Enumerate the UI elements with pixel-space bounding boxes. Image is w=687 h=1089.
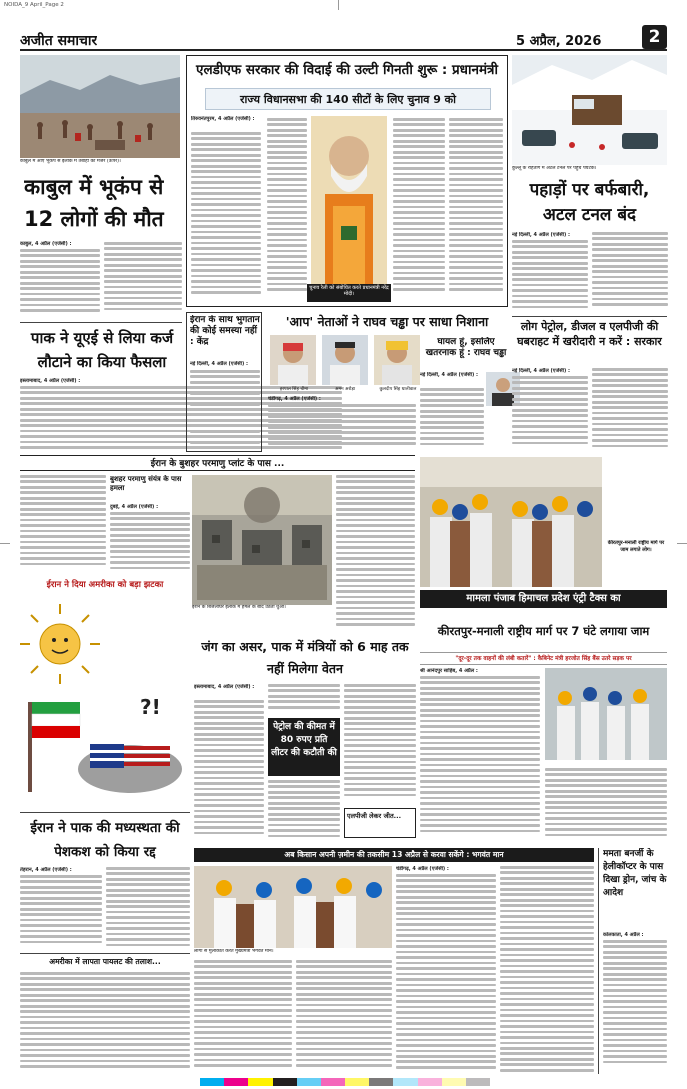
- fuel-headline: लोग पेट्रोल, डीजल व एलपीजी की घबराहट में खरीदारी न करें : सरकार: [517, 320, 662, 348]
- crop-mark: [338, 0, 339, 10]
- ministers-text: [194, 700, 264, 844]
- iran-pak-dateline: तेहरान, 4 अप्रैल (एजेंसी) :: [20, 867, 72, 873]
- aap-dateline: चंडीगढ़, 4 अप्रैल (एजेंसी) :: [268, 396, 321, 402]
- chadha-headline: घायल हूं, इसलिए खतरनाक हूं : राघव चड्ढा: [425, 337, 507, 358]
- iran-pak-text: [20, 875, 102, 951]
- toll-kicker: मामला पंजाब हिमाचल प्रदेश एंट्री टैक्स का: [420, 590, 667, 608]
- print-slug: NOIDA_9 April_Page 2: [4, 2, 64, 8]
- modi-photo-caption: चुनाव रैली को संबोधित करते प्रधानमंत्री नरेंद्र मोदी।: [307, 284, 391, 302]
- mann-photo: [194, 866, 392, 948]
- kabul-earthquake-photo: [20, 55, 180, 158]
- farmers-band: अब किसान अपनी ज़मीन की तकसीम 13 अप्रैल से करवा सकेंगे : भगवंत मान: [194, 848, 594, 862]
- main-story-text: [449, 118, 503, 302]
- bushehr-text: [110, 512, 190, 578]
- atal-headline: पहाड़ों पर बर्फबारी, अटल टनल बंद: [529, 180, 650, 225]
- divider: [512, 316, 667, 317]
- modi-photo: [311, 116, 387, 284]
- mann-text: [396, 874, 496, 1074]
- aap-headline: 'आप' नेताओं ने राघव चड्ढा पर साधा निशाना: [285, 314, 489, 329]
- fuel-text: [592, 368, 668, 452]
- mann-text: [500, 866, 594, 1074]
- snowfall-caption: कुल्लू के रोहतांग में अटल टनल पर पहुंचे पर्यटक।: [512, 166, 597, 171]
- mamata-box: [598, 848, 667, 1074]
- mann-photo-caption: लोगों से मुलाकात करते मुख्यमंत्री भगवंत मान।: [194, 949, 274, 954]
- paper-name: अजीत समाचार: [20, 33, 98, 49]
- masthead: [20, 25, 667, 51]
- ministers-text: [344, 684, 416, 804]
- main-story-text: [191, 132, 261, 302]
- bushehr-text: [336, 475, 415, 635]
- kabul-story-text: [104, 242, 182, 319]
- toll-quote: "दूर-दूर तक वाहनों की लंबी कतारें" : कैबिनेट मंत्री हरजोत सिंह बैंस उतरे सड़क पर: [420, 652, 667, 665]
- chadha-dateline: नई दिल्ली, 4 अप्रैल (एजेंसी) :: [420, 372, 478, 378]
- kabul-headline: काबुल में भूकंप से 12 लोगों की मौत: [24, 175, 164, 231]
- main-subheadline: राज्य विधानसभा की 140 सीटों के लिए चुनाव 9 को: [205, 88, 491, 110]
- iran-payment-text: [190, 370, 260, 450]
- cartoon-drawing: [20, 594, 190, 808]
- main-headline: एलडीएफ सरकार की विदाई की उल्टी गिनती शुरू : प्रधानमंत्री: [196, 62, 498, 78]
- divider: [20, 953, 190, 954]
- ministers-text: [268, 780, 340, 844]
- pakistan-uae-dateline: इस्लामाबाद, 4 अप्रैल (एजेंसी) :: [20, 378, 81, 384]
- mann-text: [194, 960, 292, 1074]
- toll-text: [420, 676, 540, 841]
- iran-pak-text: [106, 867, 190, 951]
- leader-photo: [270, 335, 316, 385]
- svg-text:?!: ?!: [140, 695, 161, 719]
- protest-photo: [420, 457, 602, 587]
- main-dateline: तिरुवनंतपुरम, 4 अप्रैल (एजेंसी) :: [191, 116, 255, 122]
- lpg-box: एलपीजी लेकर जीत...: [344, 808, 416, 838]
- petrol-box: पेट्रोल की कीमत में 80 रुपए प्रति लीटर की कटौती की: [268, 718, 340, 776]
- kabul-photo-caption: काबुल में आए भूकंप से इलाके में तबाही का मंजर (ऊपर)।: [20, 159, 121, 164]
- toll-headline: कीरतपुर-मनाली राष्ट्रीय मार्ग पर 7 घंटे लगाया जाम: [437, 624, 650, 638]
- cartoon-box: [20, 578, 190, 808]
- aap-text: [268, 404, 416, 452]
- iran-payment-box: [186, 312, 262, 452]
- leader-name: कुलदीप सिंह धालीवाल: [379, 387, 417, 392]
- pilot-headline: अमरीका में लापता पायलट की तलाश...: [49, 957, 161, 966]
- bushehr-photo: [192, 475, 332, 605]
- color-registration-bar: [200, 1078, 490, 1086]
- kabul-dateline: काबुल, 4 अप्रैल (एजेंसी) :: [20, 241, 72, 247]
- mamata-dateline: कोलकाता, 4 अप्रैल :: [603, 932, 644, 938]
- leader-photo: [374, 335, 420, 385]
- bushehr-headline: बुशहर परमाणु संयंत्र के पास हमला: [110, 475, 182, 492]
- iran-pak-headline: ईरान ने पाक की मध्यस्थता की पेशकश को किया रद्द: [30, 820, 180, 860]
- ministers-headline: जंग का असर, पाक में मंत्रियों को 6 माह तक नहीं मिलेगा वेतन: [201, 639, 409, 676]
- pilot-text: [20, 972, 190, 1074]
- chadha-text: [420, 388, 484, 452]
- pakistan-uae-headline: पाक ने यूएई से लिया कर्ज लौटाने का किया फैसला: [30, 329, 174, 371]
- leader-name: हरपाल सिंह चीमा: [279, 387, 309, 392]
- iran-payment-headline: ईरान के साथ भुगतान की कोई समस्या नहीं : केंद्र: [190, 315, 260, 347]
- cartoon-title: ईरान ने दिया अमरीका को बड़ा झटका: [46, 580, 164, 590]
- main-story-text: [267, 118, 307, 302]
- issue-date: 5 अप्रैल, 2026: [516, 34, 602, 49]
- mamata-text: [603, 940, 667, 1072]
- minister-photo: [545, 668, 667, 760]
- bushehr-text: [20, 475, 106, 575]
- fuel-dateline: नई दिल्ली, 4 अप्रैल (एजेंसी) :: [512, 368, 570, 374]
- divider: [20, 322, 182, 323]
- main-story-text: [393, 118, 445, 302]
- bushehr-band: ईरान के बुशहर परमाणु प्लांट के पास ...: [20, 455, 415, 471]
- bushehr-dateline: दुबई, 4 अप्रैल (एजेंसी) :: [110, 504, 159, 510]
- leader-photo: [322, 335, 368, 385]
- mann-text: [296, 960, 392, 1074]
- crop-mark: [677, 543, 687, 544]
- toll-text: [545, 768, 667, 840]
- protest-photo-caption: कीरतपुर-मनाली राष्ट्रीय मार्ग पर जाम लगाते लोग।: [607, 540, 665, 553]
- mann-dateline: चंडीगढ़, 4 अप्रैल (एजेंसी) :: [396, 866, 449, 872]
- leader-name: अमन अरोड़ा: [334, 387, 356, 392]
- snowfall-photo: [512, 55, 667, 165]
- atal-text: [512, 240, 588, 312]
- fuel-text: [512, 376, 588, 452]
- kabul-story-text: [20, 249, 100, 319]
- iran-payment-dateline: नई दिल्ली, 4 अप्रैल (एजेंसी) :: [190, 361, 248, 367]
- atal-dateline: नई दिल्ली, 4 अप्रैल (एजेंसी) :: [512, 232, 570, 238]
- ministers-dateline: इस्लामाबाद, 4 अप्रैल (एजेंसी) :: [194, 684, 255, 690]
- ministers-text: [268, 684, 340, 714]
- crop-mark: [0, 543, 10, 544]
- page-number: 2: [642, 25, 667, 49]
- toll-dateline: श्री आनंदपुर साहिब, 4 अप्रैल :: [420, 668, 478, 674]
- main-story-box: [186, 55, 508, 307]
- mamata-headline: ममता बनर्जी के हेलीकॉप्टर के पास दिखा ड्रोन, जांच के आदेश: [603, 849, 667, 898]
- bushehr-photo-caption: ईरान के बिजलीघर इलाके में हमले के बाद उठता धुआं।: [192, 605, 286, 610]
- divider: [20, 812, 190, 813]
- atal-text: [592, 232, 668, 312]
